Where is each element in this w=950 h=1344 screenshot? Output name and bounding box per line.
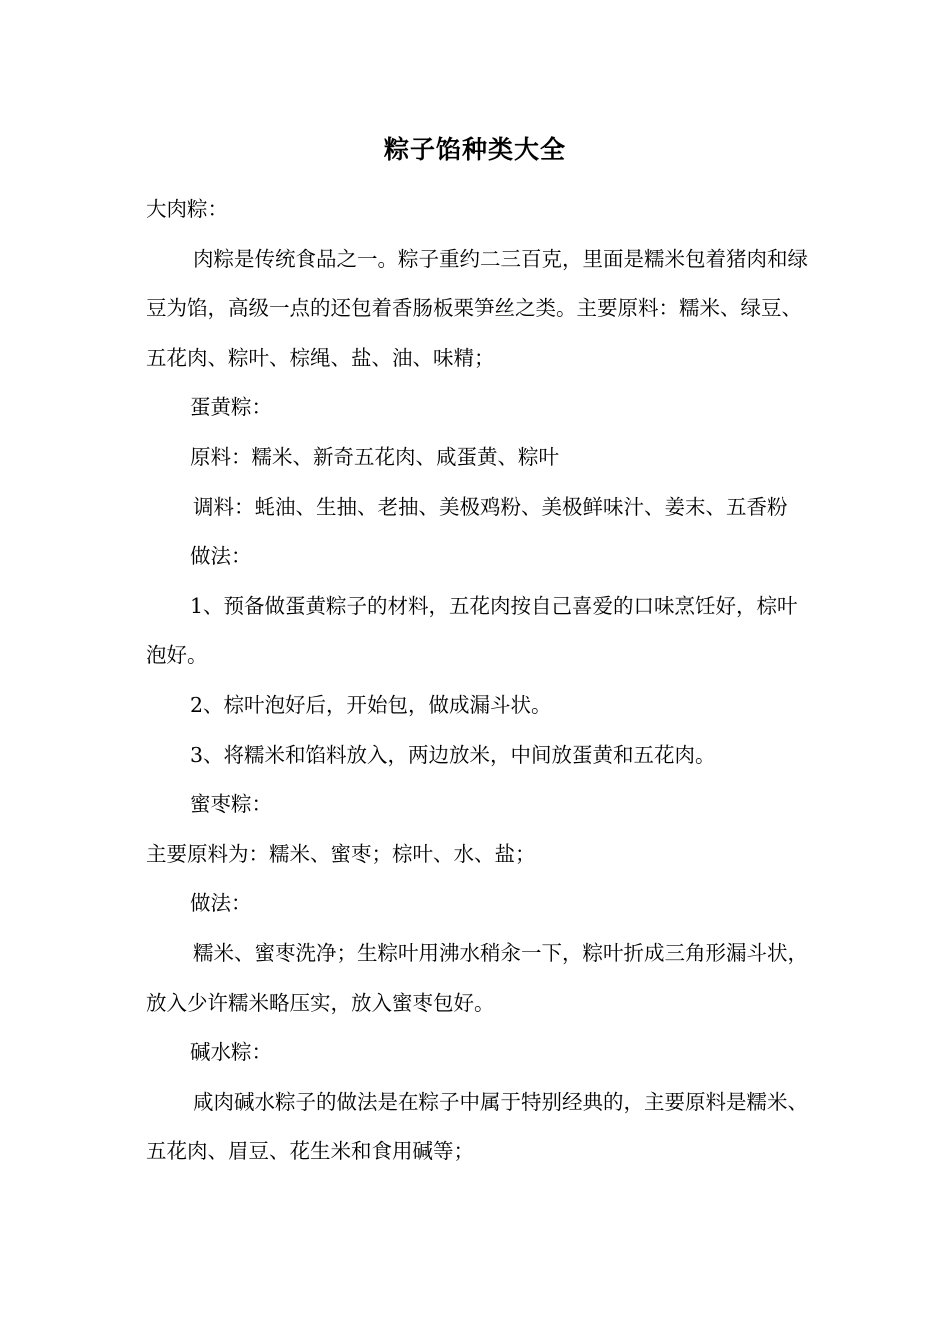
document-title: 粽子馅种类大全 xyxy=(383,135,566,164)
section-heading-mizao: 蜜枣粽： xyxy=(190,792,272,817)
subheading-danhuang-method: 做法： xyxy=(190,544,252,569)
paragraph-danhuang-ingredients: 原料：糯米、新奇五花肉、咸蛋黄、粽叶 xyxy=(190,444,559,469)
paragraph-danhuang-step-1: 1、预备做蛋黄粽子的材料，五花肉按自己喜爱的口味烹饪好，棕叶泡好。 xyxy=(146,593,798,668)
paragraph-mizao-ingredients: 主要原料为：糯米、蜜枣；棕叶、水、盐； xyxy=(146,841,536,866)
document-body xyxy=(146,185,808,1177)
paragraph-dazhong-intro: 肉粽是传统食品之一。粽子重约二三百克，里面是糯米包着猪肉和绿豆为馅，高级一点的还包着香肠板栗笋丝之类。主要原料：糯米、绿豆、五花肉、粽叶、棕绳、盐、油、味精； xyxy=(146,246,808,370)
section-heading-jianshui: 碱水粽： xyxy=(190,1040,272,1065)
section-heading-dazhong: 大肉粽： xyxy=(146,197,228,221)
paragraph-danhuang-step-2: 2、棕叶泡好后，开始包，做成漏斗状。 xyxy=(190,692,552,717)
subheading-mizao-method: 做法： xyxy=(190,891,252,916)
paragraph-danhuang-seasoning: 调料：蚝油、生抽、老抽、美极鸡粉、美极鲜味汁、姜末、五香粉 xyxy=(193,494,788,519)
paragraph-mizao-method: 糯米、蜜枣洗净；生粽叶用沸水稍汆一下，粽叶折成三角形漏斗状，放入少许糯米略压实，放入蜜枣包好。 xyxy=(146,940,808,1015)
section-heading-danhuang: 蛋黄粽： xyxy=(190,395,272,420)
paragraph-jianshui-intro: 咸肉碱水粽子的做法是在粽子中属于特别经典的，主要原料是糯米、五花肉、眉豆、花生米和食用碱等； xyxy=(146,1089,808,1164)
paragraph-danhuang-step-3: 3、将糯米和馅料放入，两边放米，中间放蛋黄和五花肉。 xyxy=(190,742,716,767)
